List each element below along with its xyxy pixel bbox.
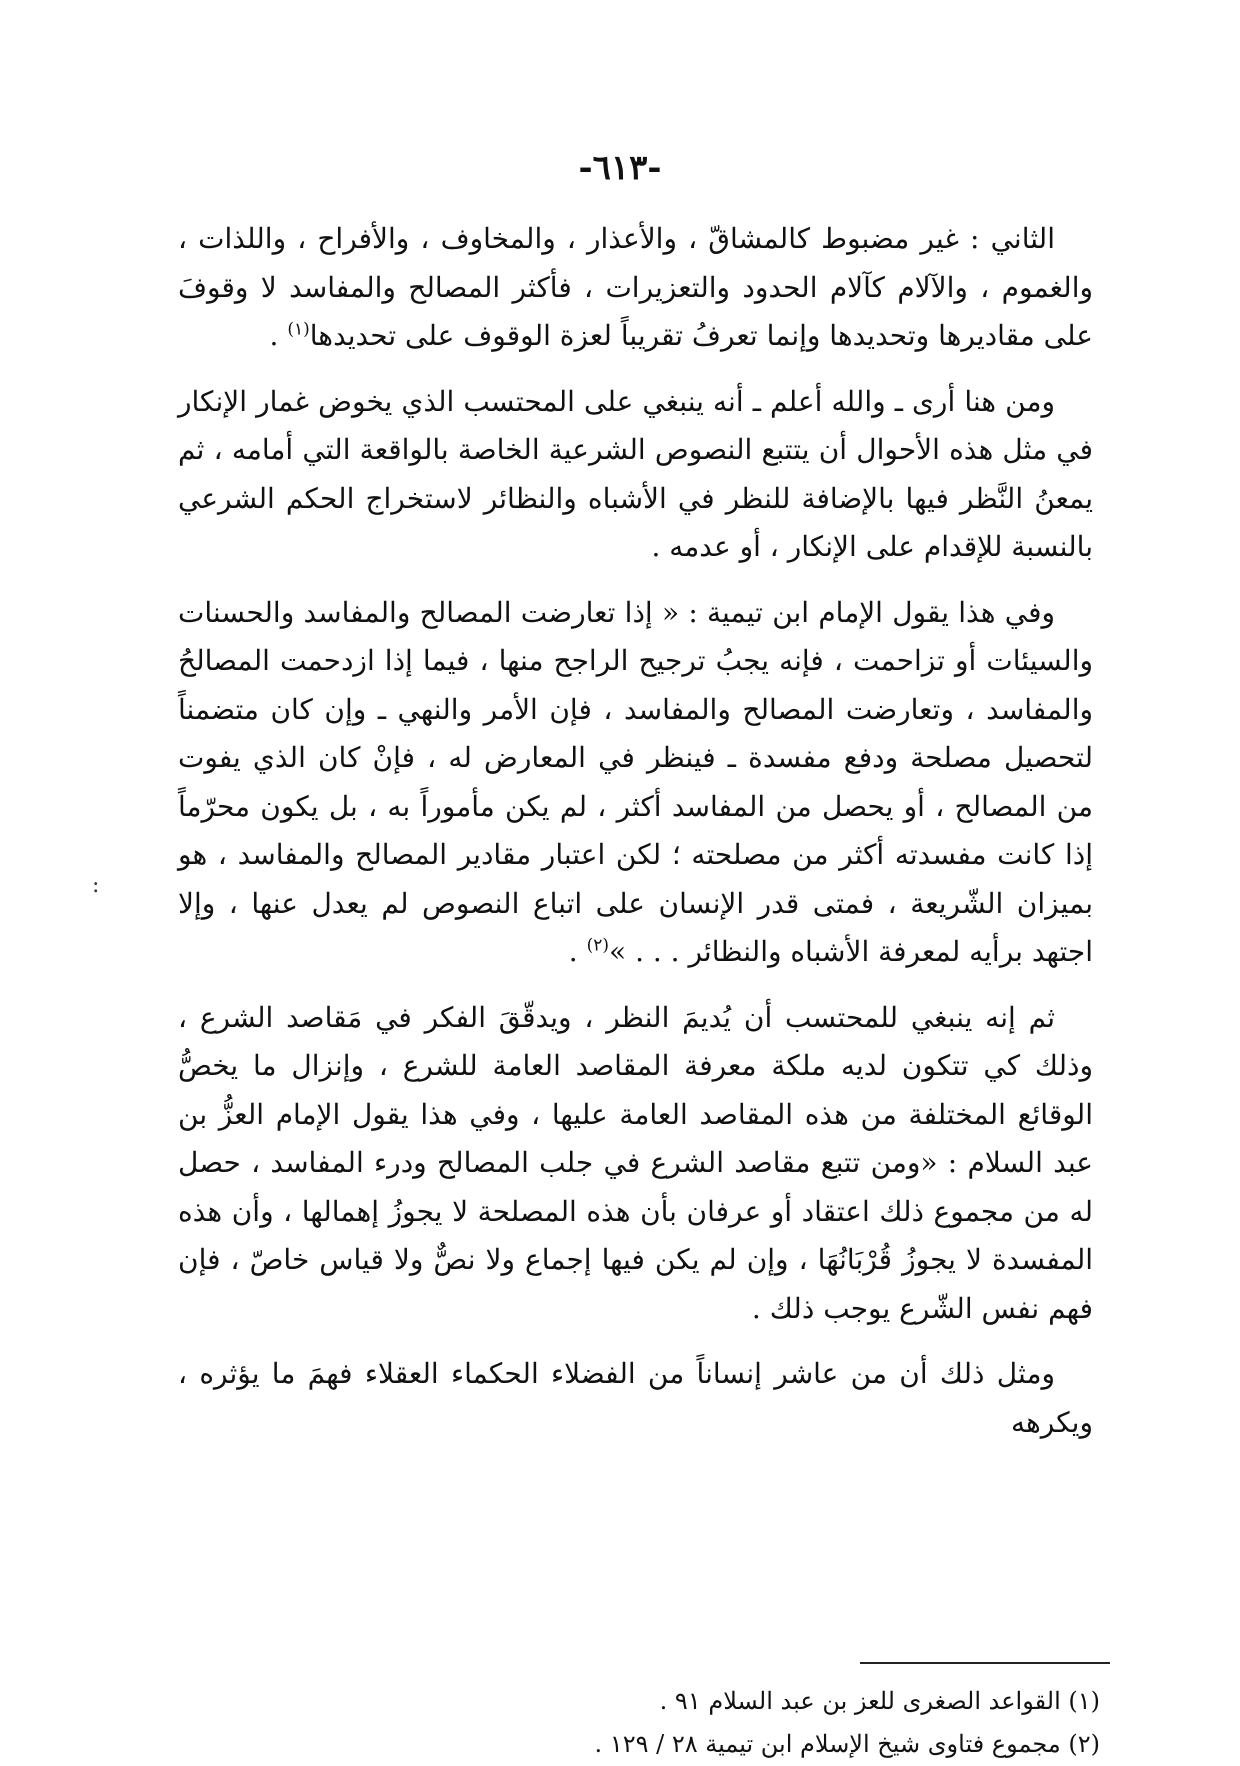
footnote-ref: (٢) (586, 935, 610, 956)
paragraph (178, 215, 1093, 361)
footnote-separator (860, 1662, 1110, 1664)
paragraph (178, 589, 1093, 977)
footnote: (٢) مجموع فتاوى شيخ الإسلام ابن تيمية ٢٨ / ١٢٩ . (594, 1730, 1100, 1758)
paragraph-tail: . (269, 319, 288, 352)
paragraph-text: ثم إنه ينبغي للمحتسب أن يُديمَ النظر ، ويدقّقَ الفكر في مَقاصد الشرع ، وذلك كي تتكون لديه ملكة معرفة المقاصد العامة للشرع ، وإنزال ما يخصُّ الوقائع المختلفة من هذه المقاصد العامة عليها ، وفي هذا يقول الإمام العزُّ بن عبد السلام : «ومن تتبع مقاصد الشرع في جلب المصالح ودرء المفاسد ، حصل له من مجموع ذلك اعتقاد أو عرفان بأن هذه المصلحة لا يجوزُ إهمالها ، وأن هذه المفسدة لا يجوزُ قُرْبَانُهَا ، وإن لم يكن فيها إجماع ولا نصٌّ ولا قياس خاصّ ، فإن فهم نفس الشّرع يوجب ذلك . (178, 1000, 1093, 1325)
paragraph (178, 994, 1093, 1334)
body-text (178, 215, 1093, 1447)
paragraph-text: الثاني : غير مضبوط كالمشاقّ ، والأعذار ، والمخاوف ، والأفراح ، واللذات ، والغموم ، والآلام كآلام الحدود والتعزيرات ، فأكثر المصالح والمفاسد لا وقوفَ على مقاديرها وتحديدها وإنما تعرفُ تقريباً لعزة الوقوف على تحديدها (178, 222, 1093, 352)
footnote-ref: (١) (287, 319, 310, 340)
page-number: -٦١٣- (578, 148, 662, 188)
footnote: (١) القواعد الصغرى للعز بن عبد السلام ٩١ . (659, 1687, 1100, 1715)
paragraph (178, 378, 1093, 572)
paragraph-tail: . (568, 935, 587, 968)
margin-mark: : (92, 873, 100, 898)
footnotes (200, 1680, 1100, 1766)
paragraph-text: ومن هنا أرى ـ والله أعلم ـ أنه ينبغي على المحتسب الذي يخوض غمار الإنكار في مثل هذه الأحوال أن يتتبع النصوص الشرعية الخاصة بالواقعة التي أمامه ، ثم يمعنُ النَّظر فيها بالإضافة للنظر في الأشباه والنظائر لاستخراج الحكم الشرعي بالنسبة للإقدام على الإنكار ، أو عدمه . (178, 384, 1093, 563)
paragraph (178, 1350, 1093, 1447)
paragraph-text: وفي هذا يقول الإمام ابن تيمية : « إذا تعارضت المصالح والمفاسد والحسنات والسيئات أو تزاحمت ، فإنه يجبُ ترجيح الراجح منها ، فيما إذا ازدحمت المصالحُ والمفاسد ، وتعارضت المصالح والمفاسد ، فإن الأمر والنهي ـ وإن كان متضمناً لتحصيل مصلحة ودفع مفسدة ـ فينظر في المعارض له ، فإنْ كان الذي يفوت من المصالح ، أو يحصل من المفاسد أكثر ، لم يكن مأموراً به ، بل يكون محرّماً إذا كانت مفسدته أكثر من مصلحته ؛ لكن اعتبار مقادير المصالح والمفاسد ، هو بميزان الشّريعة ، فمتى قدر الإنسان على اتباع النصوص لم يعدل عنها ، وإلا اجتهد برأيه لمعرفة الأشباه والنظائر . . . » (178, 595, 1093, 968)
paragraph-text: ومثل ذلك أن من عاشر إنساناً من الفضلاء الحكماء العقلاء فهمَ ما يؤثره ، ويكرهه (178, 1357, 1093, 1439)
